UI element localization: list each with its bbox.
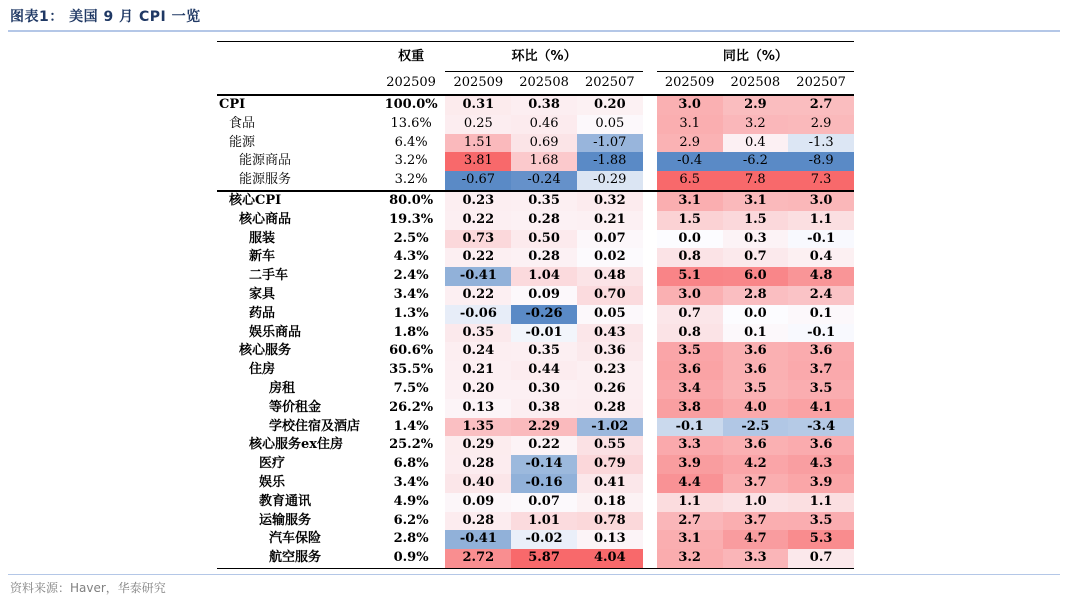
gap-cell [643, 512, 657, 531]
row-label: 住房 [249, 362, 276, 378]
mom-cell: 0.35 [445, 324, 511, 343]
gap-cell [643, 530, 657, 549]
row-label: 新车 [249, 249, 276, 265]
row-label: 食品 [229, 115, 256, 131]
mom-cell: -0.16 [511, 474, 577, 493]
mom-cell: 0.30 [511, 380, 577, 399]
mom-cell: 0.25 [445, 115, 511, 134]
yoy-cell: 3.5 [723, 380, 789, 399]
row-label: 学校住宿及酒店 [269, 418, 361, 434]
row-weight: 100.0% [384, 97, 438, 112]
row-label: 娱乐商品 [249, 324, 302, 340]
source-note: 资料来源：Haver，华泰研究 [10, 581, 166, 595]
row-weight: 4.3% [393, 249, 429, 265]
yoy-cell: 4.0 [723, 399, 789, 418]
row-label: 汽车保险 [269, 531, 322, 547]
table-row [217, 455, 854, 474]
yoy-cell: 3.7 [723, 512, 789, 531]
mom-cell: 0.09 [511, 286, 577, 305]
mom-cell: 0.73 [445, 230, 511, 249]
yoy-cell: 4.8 [788, 267, 854, 286]
table-row [217, 399, 854, 418]
gap-cell [643, 171, 657, 191]
period-blank [217, 72, 377, 96]
row-weight: 60.6% [389, 343, 434, 359]
mom-cell: 0.18 [577, 493, 643, 512]
row-weight: 6.2% [393, 512, 429, 528]
mom-cell: 0.22 [445, 211, 511, 230]
mom-cell: -0.26 [511, 305, 577, 324]
mom-cell: 0.46 [511, 115, 577, 134]
mom-cell: 0.35 [511, 191, 577, 211]
mom-cell: 0.38 [511, 399, 577, 418]
table-row [217, 230, 854, 249]
yoy-cell: 1.5 [723, 211, 789, 230]
mom-cell: 0.23 [445, 191, 511, 211]
yoy-cell: 3.5 [788, 380, 854, 399]
gap-cell [643, 248, 657, 267]
mom-cell: -0.14 [511, 455, 577, 474]
table-row [217, 512, 854, 531]
table-row [217, 530, 854, 549]
title-rule [8, 30, 1060, 32]
mom-cell: 0.31 [445, 95, 511, 115]
mom-cell: 1.01 [511, 512, 577, 531]
yoy-cell: 4.3 [788, 455, 854, 474]
gap-cell [643, 134, 657, 153]
mom-cell: -1.07 [577, 134, 643, 153]
mom-cell: 0.24 [445, 342, 511, 361]
period-yoy-2: 202507 [788, 72, 854, 96]
yoy-cell: 1.0 [723, 493, 789, 512]
mom-cell: 0.02 [577, 248, 643, 267]
gap-cell [643, 418, 657, 437]
mom-cell: 0.22 [511, 436, 577, 455]
mom-cell: 0.44 [511, 361, 577, 380]
yoy-cell: 3.9 [657, 455, 723, 474]
table-row [217, 95, 854, 115]
mom-cell: -0.02 [511, 530, 577, 549]
mom-cell: 0.28 [511, 211, 577, 230]
mom-cell: -0.24 [511, 171, 577, 191]
table-row [217, 171, 854, 191]
gap-cell [643, 95, 657, 115]
row-label: 运输服务 [259, 512, 312, 528]
mom-cell: -0.41 [445, 530, 511, 549]
yoy-cell: 3.6 [788, 436, 854, 455]
yoy-cell: 3.1 [657, 115, 723, 134]
yoy-cell: 4.1 [788, 399, 854, 418]
yoy-cell: -0.4 [657, 152, 723, 171]
row-label: 能源商品 [239, 153, 292, 169]
yoy-cell: 1.5 [657, 211, 723, 230]
mom-cell: 0.35 [511, 342, 577, 361]
row-label: CPI [219, 97, 246, 112]
yoy-cell: 0.7 [788, 549, 854, 568]
mom-cell: 0.28 [577, 399, 643, 418]
yoy-cell: 2.4 [788, 286, 854, 305]
header-blank [217, 42, 377, 72]
row-weight: 0.9% [377, 549, 446, 568]
mom-cell: 0.05 [577, 115, 643, 134]
mom-cell: 0.50 [511, 230, 577, 249]
row-label: 核心商品 [239, 211, 292, 227]
table-row [217, 418, 854, 437]
yoy-cell: 5.1 [657, 267, 723, 286]
mom-cell: 0.48 [577, 267, 643, 286]
mom-cell: 0.07 [511, 493, 577, 512]
period-yoy-1: 202508 [723, 72, 789, 96]
mom-cell: 0.22 [445, 248, 511, 267]
row-label: 核心服务ex住房 [249, 437, 344, 453]
gap-cell [643, 211, 657, 230]
row-weight: 3.2% [394, 153, 428, 169]
mom-cell: 2.29 [511, 418, 577, 437]
mom-cell: 0.21 [445, 361, 511, 380]
yoy-cell: 3.0 [657, 95, 723, 115]
mom-cell: 0.20 [445, 380, 511, 399]
table-row [217, 211, 854, 230]
yoy-cell: 2.7 [657, 512, 723, 531]
row-weight: 1.8% [393, 324, 429, 340]
mom-cell: 0.40 [445, 474, 511, 493]
table-row [217, 361, 854, 380]
mom-cell: 5.87 [511, 549, 577, 568]
row-weight: 1.3% [393, 305, 429, 321]
yoy-cell: -0.1 [657, 418, 723, 437]
yoy-cell: 0.4 [723, 134, 789, 153]
header-weight: 权重 [377, 42, 446, 72]
header-yoy: 同比（%） [657, 42, 854, 72]
row-label: 家具 [249, 286, 276, 302]
row-label: 医疗 [259, 456, 286, 472]
yoy-cell: 0.8 [657, 324, 723, 343]
yoy-cell: 3.1 [657, 191, 723, 211]
yoy-cell: 3.6 [723, 436, 789, 455]
gap-cell [643, 342, 657, 361]
table-row [217, 305, 854, 324]
gap-cell [643, 286, 657, 305]
row-weight: 35.5% [389, 362, 434, 378]
cpi-table-container [217, 41, 854, 569]
period-gap [643, 72, 657, 96]
yoy-cell: 3.3 [657, 436, 723, 455]
table-row [217, 248, 854, 267]
mom-cell: 0.28 [445, 512, 511, 531]
yoy-cell: 2.9 [788, 115, 854, 134]
period-mom-0: 202509 [445, 72, 511, 96]
mom-cell: 3.81 [445, 152, 511, 171]
row-label: 等价租金 [269, 399, 322, 415]
yoy-cell: 3.9 [788, 474, 854, 493]
table-row [217, 324, 854, 343]
yoy-cell: 3.1 [723, 191, 789, 211]
mom-cell: 0.22 [445, 286, 511, 305]
mom-cell: 1.35 [445, 418, 511, 437]
yoy-cell: 0.1 [723, 324, 789, 343]
row-weight: 2.4% [393, 268, 429, 284]
mom-cell: 0.23 [577, 361, 643, 380]
yoy-cell: 3.4 [657, 380, 723, 399]
yoy-cell: 0.8 [657, 248, 723, 267]
mom-cell: 1.04 [511, 267, 577, 286]
row-weight: 1.4% [393, 418, 429, 434]
gap-cell [643, 324, 657, 343]
row-weight: 19.3% [389, 211, 434, 227]
row-label: 娱乐 [259, 474, 286, 490]
row-label: 能源服务 [239, 172, 292, 188]
yoy-cell: -3.4 [788, 418, 854, 437]
yoy-cell: 3.5 [657, 342, 723, 361]
gap-cell [643, 380, 657, 399]
mom-cell: 0.70 [577, 286, 643, 305]
table-row [217, 134, 854, 153]
table-row [217, 549, 854, 568]
gap-cell [643, 493, 657, 512]
row-weight: 7.5% [393, 380, 429, 396]
mom-cell: -0.01 [511, 324, 577, 343]
row-label: 航空服务 [217, 549, 377, 568]
mom-cell: 0.41 [577, 474, 643, 493]
row-label: 核心服务 [239, 343, 292, 359]
row-weight: 3.4% [393, 474, 429, 490]
table-row [217, 286, 854, 305]
yoy-cell: 3.0 [657, 286, 723, 305]
yoy-cell: 3.6 [788, 342, 854, 361]
gap-cell [643, 455, 657, 474]
table-row [217, 115, 854, 134]
mom-cell: 1.51 [445, 134, 511, 153]
mom-cell: 0.20 [577, 95, 643, 115]
row-weight: 13.6% [390, 115, 432, 131]
mom-cell: 0.05 [577, 305, 643, 324]
period-yoy-0: 202509 [657, 72, 723, 96]
table-body [217, 95, 854, 568]
mom-cell: 1.68 [511, 152, 577, 171]
period-mom-1: 202508 [511, 72, 577, 96]
gap-cell [643, 115, 657, 134]
yoy-cell: 3.6 [723, 361, 789, 380]
yoy-cell: 6.5 [657, 171, 723, 191]
mom-cell: -0.06 [445, 305, 511, 324]
yoy-cell: -0.1 [788, 324, 854, 343]
yoy-cell: 2.8 [723, 286, 789, 305]
gap-cell [643, 152, 657, 171]
yoy-cell: 3.2 [657, 549, 723, 568]
header-row-groups [217, 42, 854, 72]
row-label: 教育通讯 [259, 493, 312, 509]
mom-cell: 0.36 [577, 342, 643, 361]
row-weight: 6.4% [394, 134, 428, 150]
header-gap [643, 42, 657, 72]
mom-cell: 0.26 [577, 380, 643, 399]
footer-rule [8, 574, 1060, 575]
mom-cell: 0.55 [577, 436, 643, 455]
yoy-cell: 1.1 [788, 211, 854, 230]
mom-cell: -1.88 [577, 152, 643, 171]
yoy-cell: 5.3 [788, 530, 854, 549]
mom-cell: -0.29 [577, 171, 643, 191]
yoy-cell: -2.5 [723, 418, 789, 437]
gap-cell [643, 399, 657, 418]
yoy-cell: 3.5 [788, 512, 854, 531]
yoy-cell: 3.7 [723, 474, 789, 493]
row-weight: 80.0% [377, 191, 446, 211]
yoy-cell: 3.8 [657, 399, 723, 418]
mom-cell: -1.02 [577, 418, 643, 437]
row-label: 二手车 [249, 268, 289, 284]
period-mom-2: 202507 [577, 72, 643, 96]
yoy-cell: 0.0 [723, 305, 789, 324]
table-row [217, 152, 854, 171]
gap-cell [643, 549, 657, 568]
mom-cell: 4.04 [577, 549, 643, 568]
header-row-periods [217, 72, 854, 96]
cpi-table [217, 41, 854, 569]
yoy-cell: 4.4 [657, 474, 723, 493]
yoy-cell: 2.7 [788, 95, 854, 115]
row-weight: 26.2% [389, 399, 434, 415]
yoy-cell: 3.1 [657, 530, 723, 549]
mom-cell: 0.69 [511, 134, 577, 153]
table-row [217, 191, 854, 211]
table-row [217, 267, 854, 286]
mom-cell: 0.29 [445, 436, 511, 455]
row-label: 房租 [269, 380, 296, 396]
mom-cell: 0.07 [577, 230, 643, 249]
row-weight: 6.8% [393, 456, 429, 472]
mom-cell: 2.72 [445, 549, 511, 568]
yoy-cell: 0.7 [723, 248, 789, 267]
mom-cell: 0.21 [577, 211, 643, 230]
mom-cell: -0.41 [445, 267, 511, 286]
yoy-cell: 3.3 [723, 549, 789, 568]
mom-cell: 0.78 [577, 512, 643, 531]
table-row [217, 342, 854, 361]
row-label: 药品 [249, 305, 276, 321]
gap-cell [643, 305, 657, 324]
gap-cell [643, 267, 657, 286]
period-weight: 202509 [377, 72, 446, 96]
yoy-cell: 1.1 [657, 493, 723, 512]
yoy-cell: 0.0 [657, 230, 723, 249]
mom-cell: 0.43 [577, 324, 643, 343]
yoy-cell: 2.9 [657, 134, 723, 153]
yoy-cell: 7.8 [723, 171, 789, 191]
yoy-cell: -8.9 [788, 152, 854, 171]
mom-cell: 0.38 [511, 95, 577, 115]
yoy-cell: 3.6 [723, 342, 789, 361]
table-row [217, 474, 854, 493]
yoy-cell: 3.0 [788, 191, 854, 211]
yoy-cell: 7.3 [788, 171, 854, 191]
row-weight: 3.4% [393, 286, 429, 302]
mom-cell: 0.09 [445, 493, 511, 512]
mom-cell: -0.67 [445, 171, 511, 191]
gap-cell [643, 191, 657, 211]
yoy-cell: 3.6 [657, 361, 723, 380]
yoy-cell: 6.0 [723, 267, 789, 286]
yoy-cell: 4.2 [723, 455, 789, 474]
gap-cell [643, 361, 657, 380]
mom-cell: 0.28 [511, 248, 577, 267]
mom-cell: 0.13 [577, 530, 643, 549]
yoy-cell: 3.2 [723, 115, 789, 134]
row-weight: 4.9% [393, 493, 429, 509]
yoy-cell: 2.9 [723, 95, 789, 115]
header-mom: 环比（%） [445, 42, 642, 72]
mom-cell: 0.32 [577, 191, 643, 211]
yoy-cell: 0.7 [657, 305, 723, 324]
yoy-cell: 4.7 [723, 530, 789, 549]
yoy-cell: 0.4 [788, 248, 854, 267]
row-weight: 2.8% [393, 531, 429, 547]
mom-cell: 0.13 [445, 399, 511, 418]
row-weight: 3.2% [394, 172, 428, 188]
table-row [217, 436, 854, 455]
row-label: 核心CPI [217, 191, 377, 211]
yoy-cell: -6.2 [723, 152, 789, 171]
gap-cell [643, 474, 657, 493]
table-row [217, 380, 854, 399]
yoy-cell: 1.1 [788, 493, 854, 512]
row-weight: 25.2% [389, 437, 434, 453]
yoy-cell: 0.3 [723, 230, 789, 249]
row-label: 服装 [249, 230, 276, 246]
yoy-cell: -1.3 [788, 134, 854, 153]
row-label: 能源 [229, 134, 256, 150]
row-weight: 2.5% [393, 230, 429, 246]
mom-cell: 0.28 [445, 455, 511, 474]
gap-cell [643, 230, 657, 249]
mom-cell: 0.79 [577, 455, 643, 474]
yoy-cell: -0.1 [788, 230, 854, 249]
gap-cell [643, 436, 657, 455]
figure-title: 图表1： 美国 9 月 CPI 一览 [10, 9, 201, 25]
yoy-cell: 0.1 [788, 305, 854, 324]
yoy-cell: 3.7 [788, 361, 854, 380]
table-row [217, 493, 854, 512]
